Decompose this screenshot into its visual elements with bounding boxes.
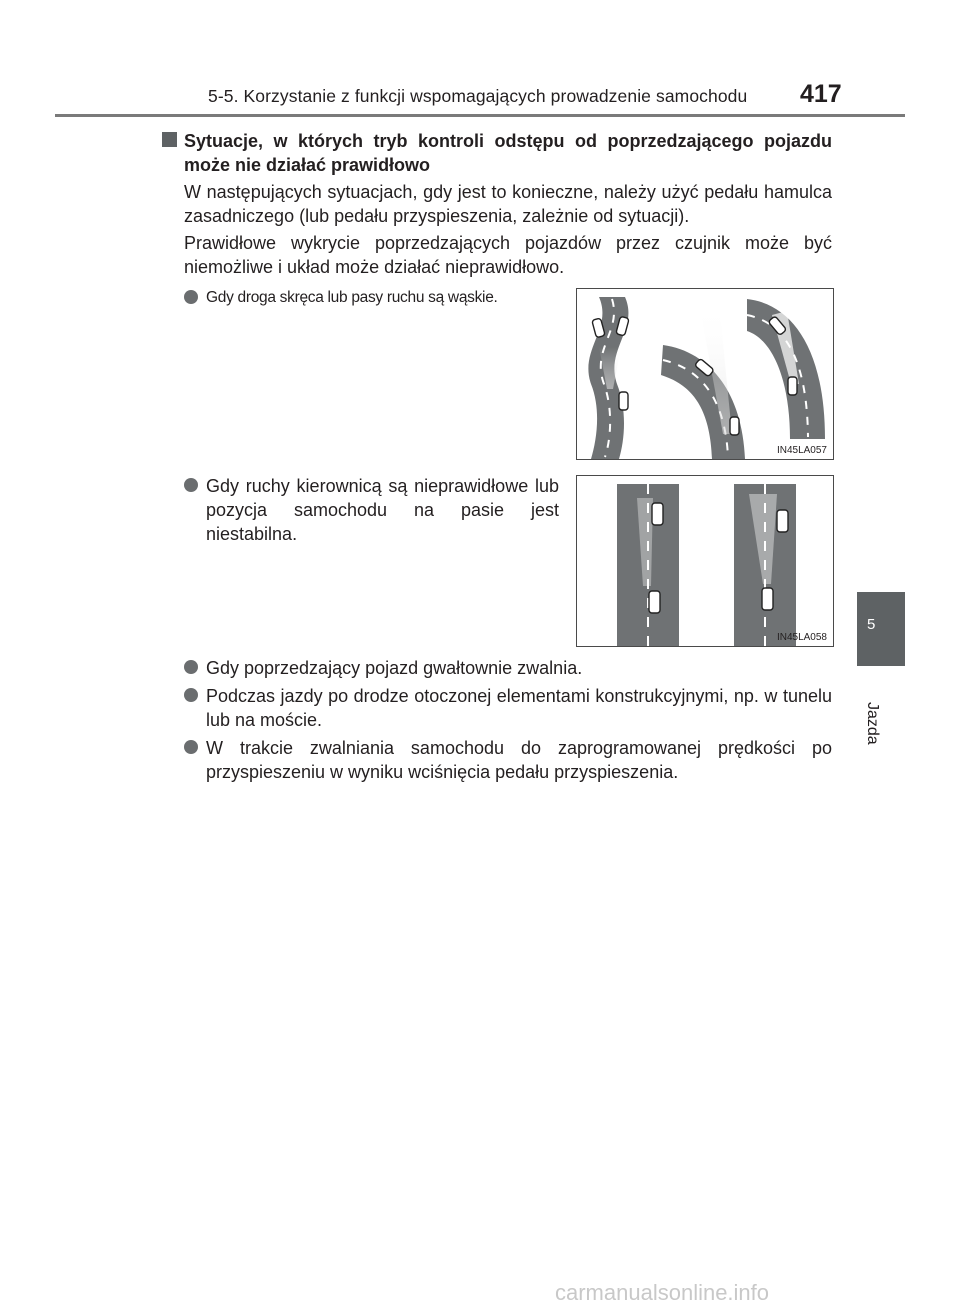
figure-code: IN45LA058 [776,632,827,643]
bullet-tunnel [184,684,832,732]
chapter-name: Jazda [864,702,881,745]
header-rule [55,114,905,117]
figure-unstable-steering [576,475,834,647]
bullet-text: Podczas jazdy po drodze otoczonej elementami konstrukcyjnymi, np. w tunelu lub na moście. [206,686,832,730]
car-icon [652,503,663,525]
bullet-dot-icon [184,478,198,492]
bullet-curve-road [184,286,564,310]
bullet-text: W trakcie zwalniania samochodu do zaprogramowanej prędkości po przyspieszeniu w wyniku wciśnięcia pedału przyspieszenia. [206,738,832,782]
section-heading-text: Sytuacje, w których tryb kontroli odstępu od poprzedzającego pojazdu może nie działać prawidłowo [184,131,832,175]
car-icon [619,392,628,410]
bullet-text: Gdy poprzedzający pojazd gwałtownie zwalnia. [206,658,583,678]
chapter-tab[interactable] [857,592,905,666]
bullet-dot-icon [184,740,198,754]
bullet-text: Gdy droga skręca lub pasy ruchu są wąskie. [206,289,498,306]
header-title: 5-5. Korzystanie z funkcji wspomagających prowadzenie samochodu [208,86,748,106]
bullet-deceleration [184,736,832,784]
square-bullet-icon [162,132,177,147]
car-icon [730,417,739,435]
bullet-dot-icon [184,660,198,674]
footer-watermark[interactable]: carmanualsonline.info [555,1280,770,1305]
page-number: 417 [800,80,842,108]
bullet-sudden-braking [184,656,832,680]
paragraph-sensor: Prawidłowe wykrycie poprzedzających pojazdów przez czujnik może być niemożliwe i układ może działać nieprawidłowo. [184,233,832,277]
bullet-dot-icon [184,290,198,304]
bullet-dot-icon [184,688,198,702]
chapter-number: 5 [867,616,876,633]
figure-code: IN45LA057 [776,445,827,456]
bullet-steering [184,474,559,546]
paragraph-brake-pedal: W następujących sytuacjach, gdy jest to konieczne, należy użyć pedału hamulca zasadniczego (lub pedału przyspieszenia, zależnie od sytuacji). [184,182,832,226]
car-icon [762,588,773,610]
figure-curved-roads [576,288,834,460]
car-icon [788,377,797,395]
bullet-text: Gdy ruchy kierownicą są nieprawidłowe lub pozycja samochodu na pasie jest niestabilna. [206,476,559,544]
section-heading [162,129,832,177]
car-icon [649,591,660,613]
curved-roads-illustration [577,289,833,459]
car-icon [777,510,788,532]
unstable-steering-illustration [577,476,833,646]
